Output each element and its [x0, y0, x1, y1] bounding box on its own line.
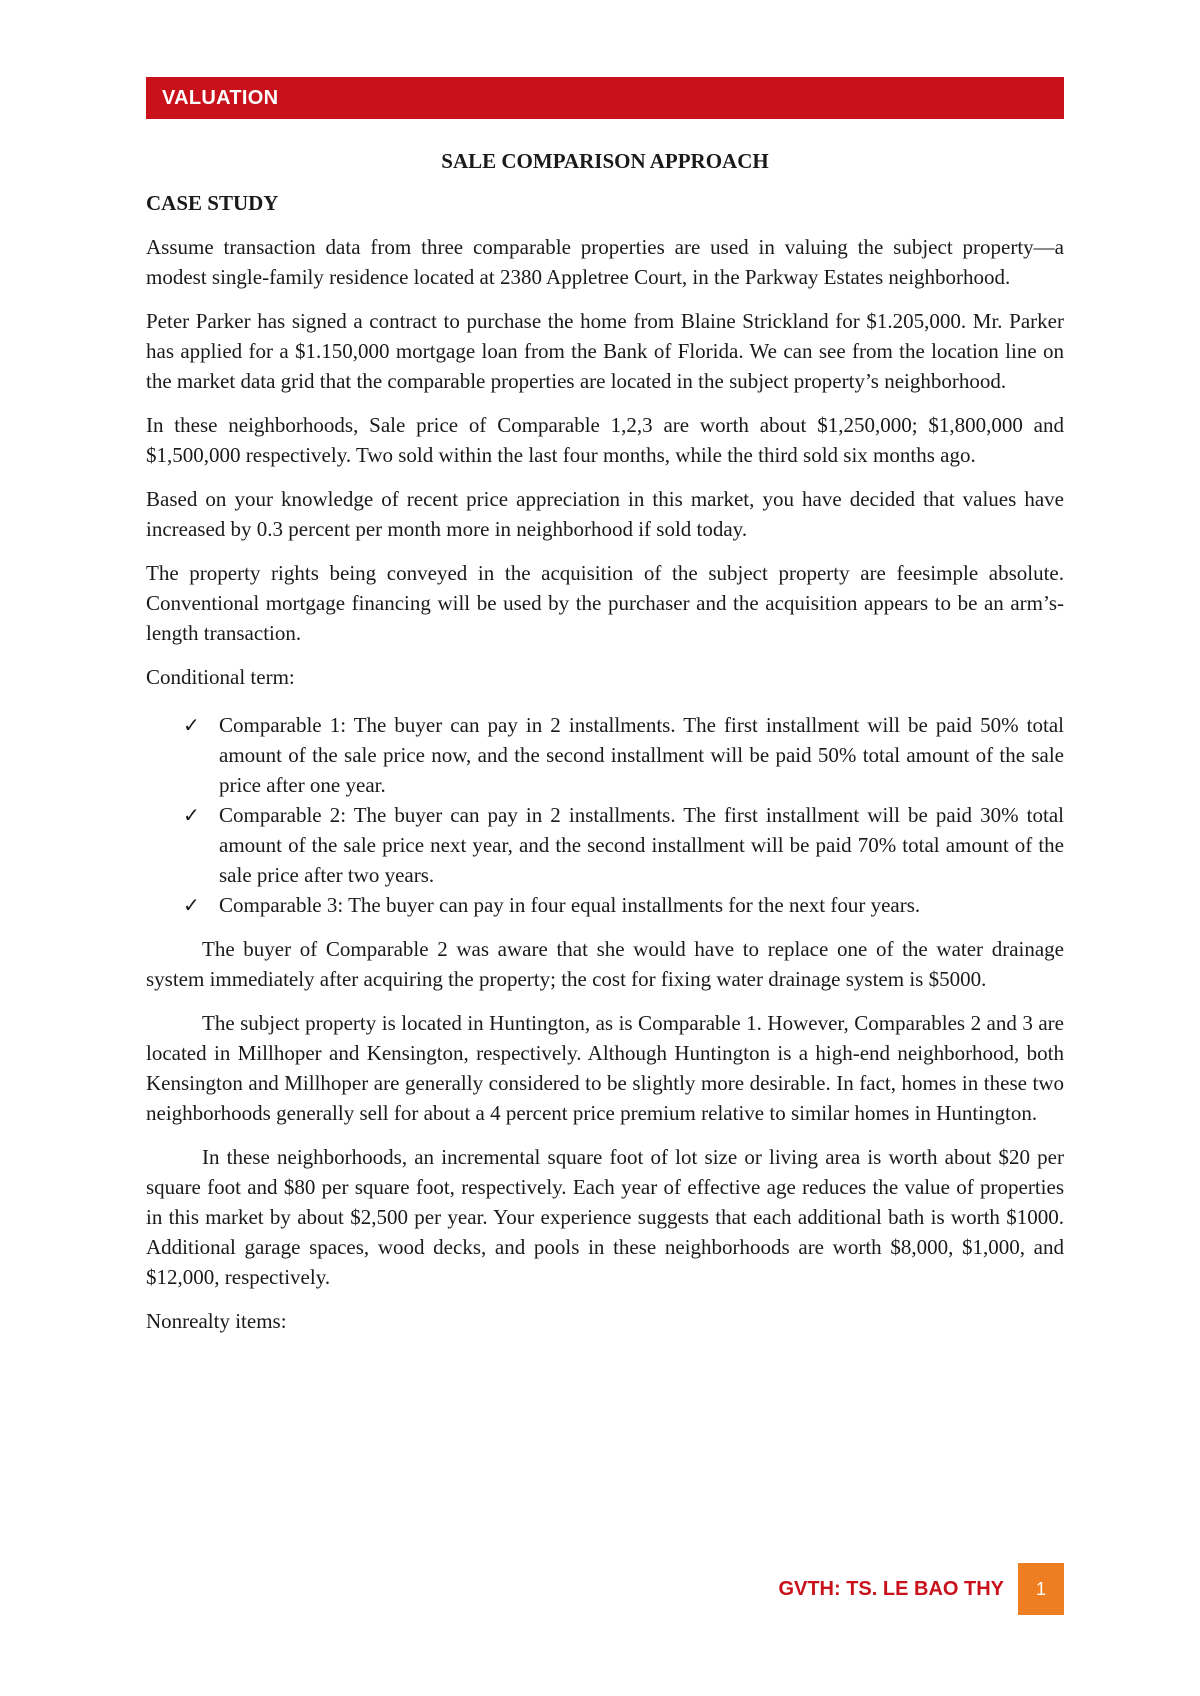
- section-header-label: VALUATION: [162, 86, 279, 109]
- list-item: [146, 710, 1064, 800]
- check-mark-icon: ✓: [183, 713, 200, 737]
- conditional-term-label: Conditional term:: [146, 665, 295, 689]
- conditional-term-text: Comparable 3: The buyer can pay in four equal installments for the next four years.: [219, 893, 921, 917]
- conditional-terms-list: [146, 710, 1064, 920]
- nonrealty-items-label: Nonrealty items:: [146, 1309, 287, 1333]
- check-mark-icon: ✓: [183, 803, 200, 827]
- page-footer: [778, 1563, 1064, 1615]
- document-title: SALE COMPARISON APPROACH: [441, 149, 769, 173]
- paragraph-property-rights: The property rights being conveyed in the acquisition of the subject property are feesimple absolute. Conventional mortgage financing will be used by the purchaser and the acquisition appears to be an arm’s-length transaction.: [146, 561, 1064, 645]
- paragraph-sale-prices: In these neighborhoods, Sale price of Comparable 1,2,3 are worth about $1,250,000; $1,800,000 and $1,500,000 respectively. Two sold within the last four months, while the third sold six months ago.: [146, 413, 1064, 467]
- footer-author: GVTH: TS. LE BAO THY: [778, 1577, 1004, 1600]
- conditional-term-text: Comparable 1: The buyer can pay in 2 installments. The first installment will be paid 50% total amount of the sale price now, and the second installment will be paid 50% total amount of the sale price after one year.: [219, 713, 1064, 797]
- page-number-badge: 1: [1018, 1563, 1064, 1615]
- check-mark-icon: ✓: [183, 893, 200, 917]
- conditional-term-text: Comparable 2: The buyer can pay in 2 installments. The first installment will be paid 30% total amount of the sale price next year, and the second installment will be paid 70% total amount of the sale price after two years.: [219, 803, 1064, 887]
- paragraph-appreciation: Based on your knowledge of recent price appreciation in this market, you have decided that values have increased by 0.3 percent per month more in neighborhood if sold today.: [146, 487, 1064, 541]
- section-header-bar: [146, 77, 1064, 119]
- case-study-heading: CASE STUDY: [146, 191, 279, 215]
- paragraph-neighborhoods: The subject property is located in Huntington, as is Comparable 1. However, Comparables 2 and 3 are located in Millhoper and Kensington, respectively. Although Huntington is a high-end neighborhood, both Kensington and Millhoper are generally considered to be slightly more desirable. In fact, homes in these two neighborhoods generally sell for about a 4 percent price premium relative to similar homes in Huntington.: [146, 1011, 1064, 1125]
- document-body: [146, 146, 1064, 1350]
- paragraph-adjustment-values: In these neighborhoods, an incremental square foot of lot size or living area is worth about $20 per square foot and $80 per square foot, respectively. Each year of effective age reduces the value of properties in this market by about $2,500 per year. Your experience suggests that each additional bath is worth $1000. Additional garage spaces, wood decks, and pools in these neighborhoods are worth $8,000, $1,000, and $12,000, respectively.: [146, 1145, 1064, 1289]
- paragraph-contract: Peter Parker has signed a contract to purchase the home from Blaine Strickland for $1.205,000. Mr. Parker has applied for a $1.150,000 mortgage loan from the Bank of Florida. We can see from the location line on the market data grid that the comparable properties are located in the subject property’s neighborhood.: [146, 309, 1064, 393]
- paragraph-water-drainage: The buyer of Comparable 2 was aware that she would have to replace one of the water drainage system immediately after acquiring the property; the cost for fixing water drainage system is $5000.: [146, 937, 1064, 991]
- list-item: [146, 800, 1064, 890]
- list-item: [146, 890, 1064, 920]
- paragraph-subject-property: Assume transaction data from three comparable properties are used in valuing the subject property—a modest single-family residence located at 2380 Appletree Court, in the Parkway Estates neighborhood.: [146, 235, 1064, 289]
